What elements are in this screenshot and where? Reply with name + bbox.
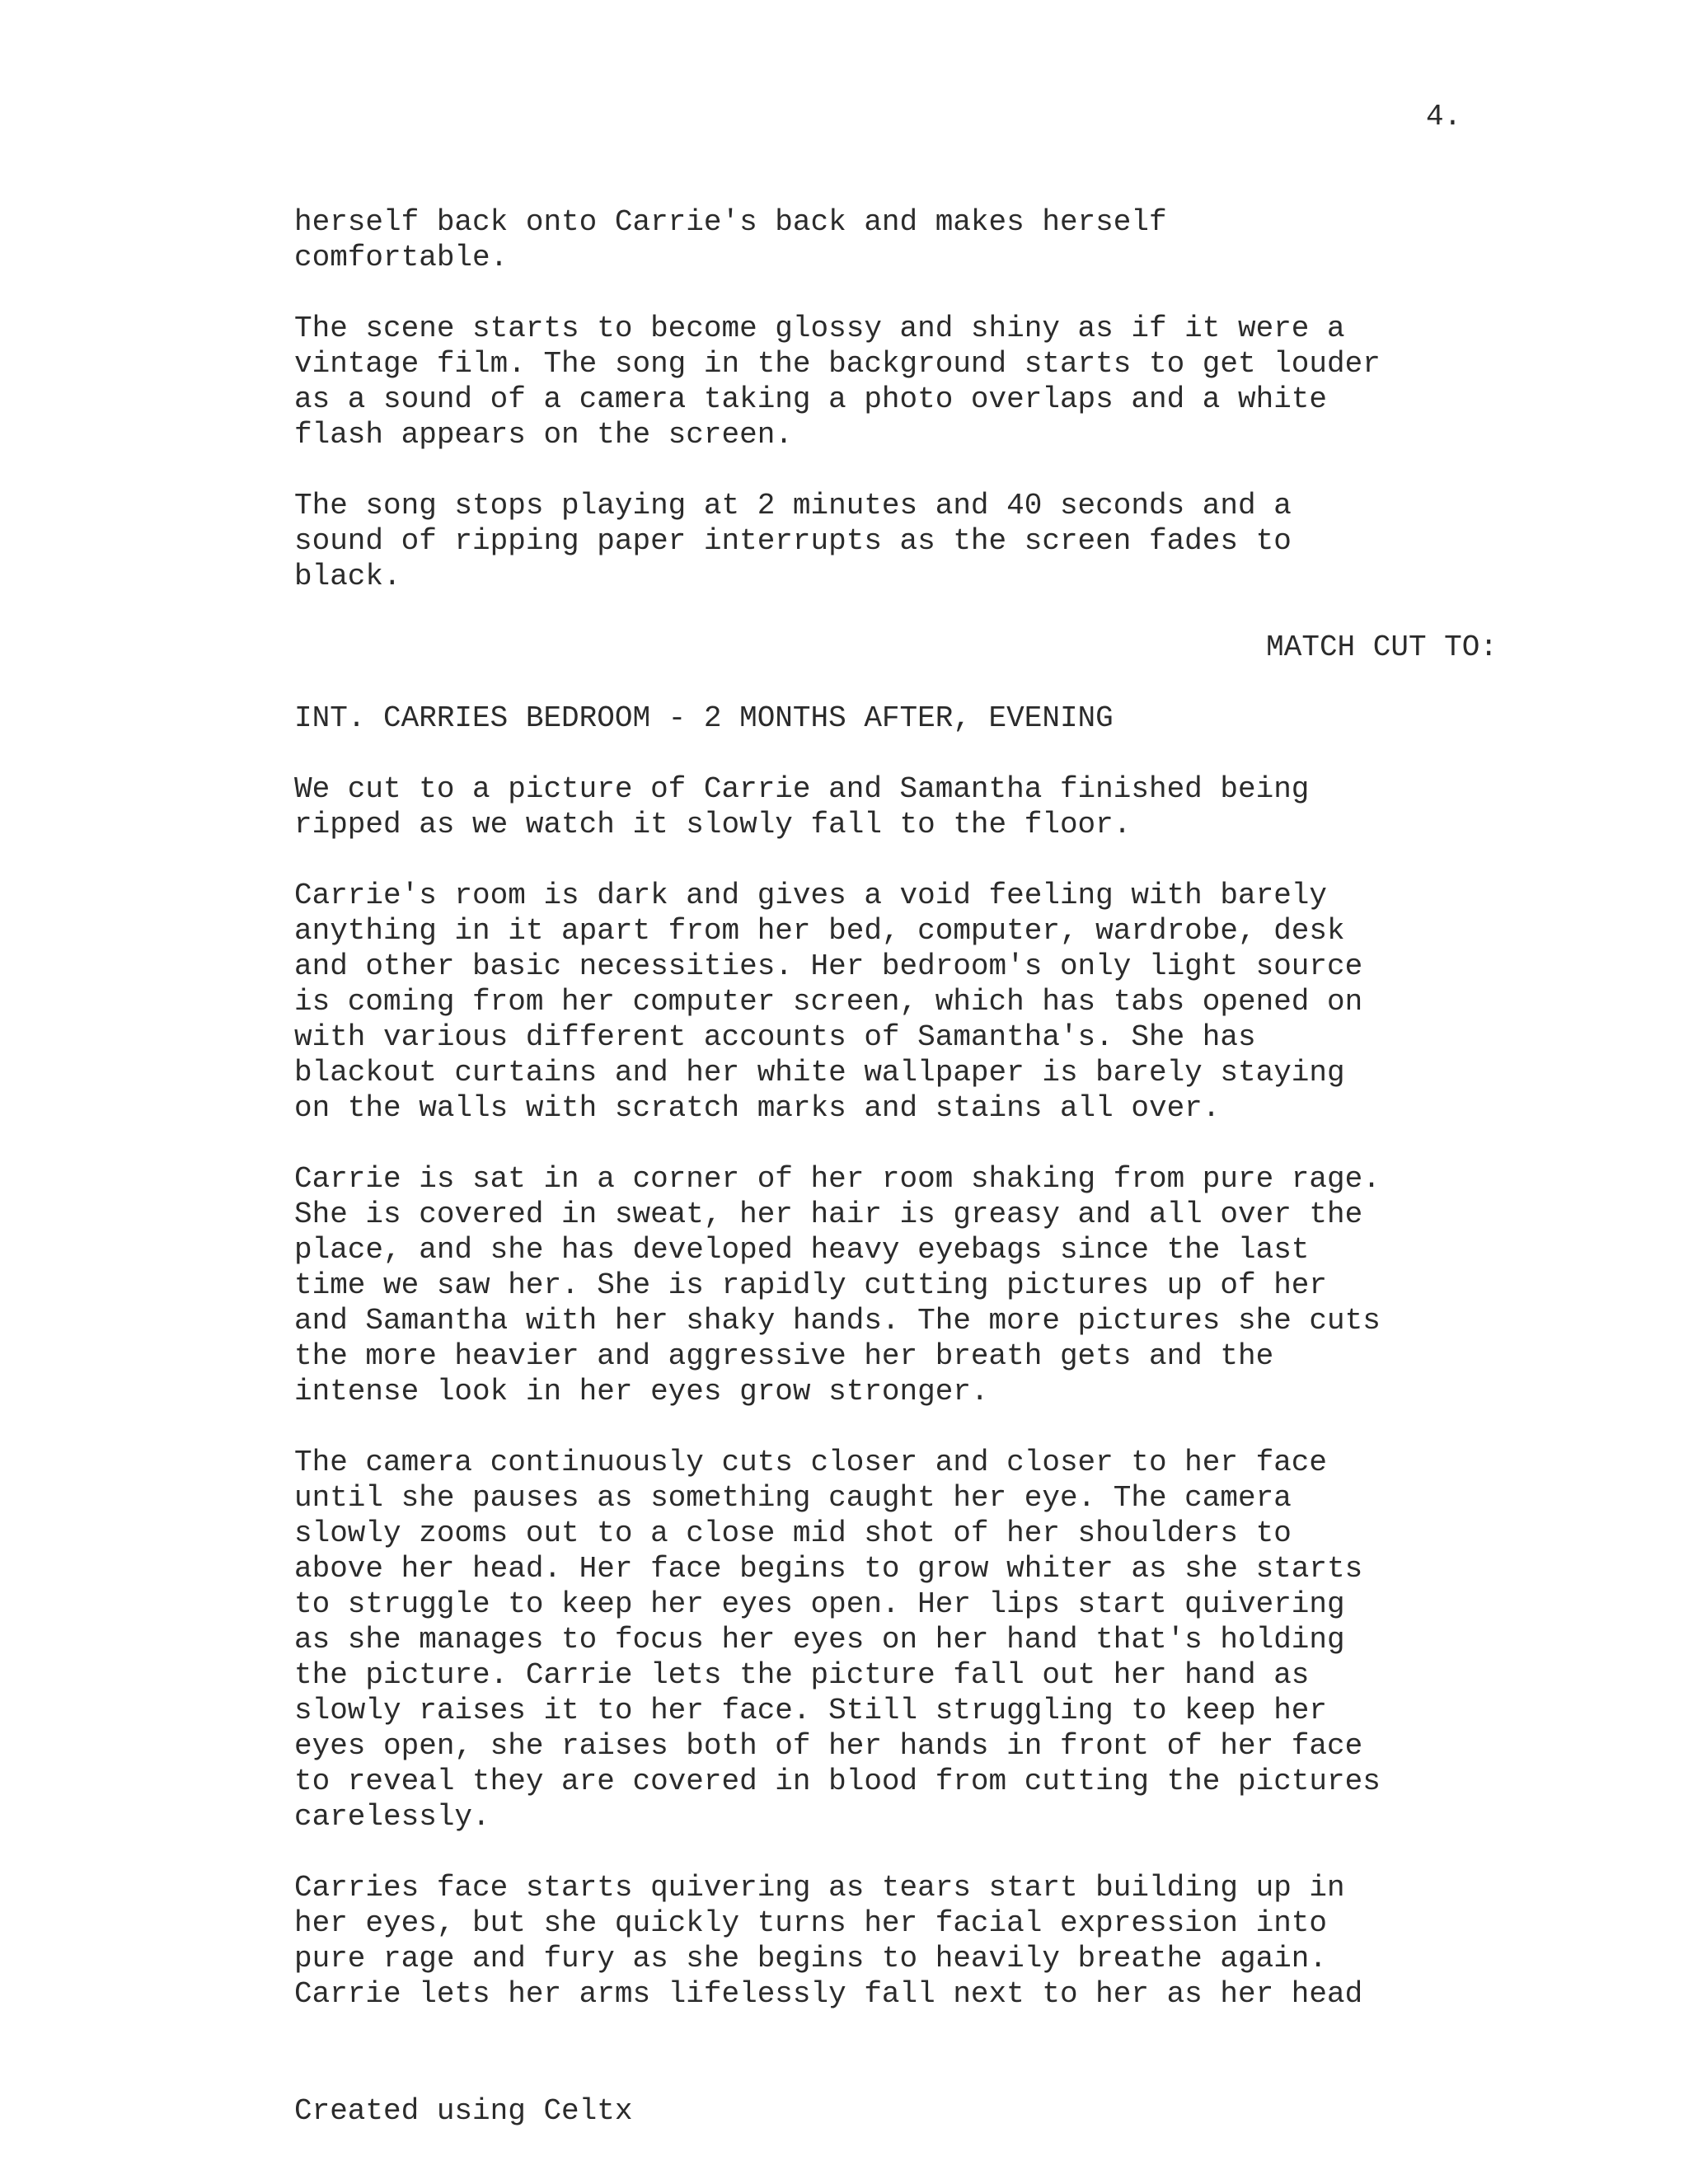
action-line: vintage film. The song in the background starts to get louder bbox=[294, 347, 1381, 381]
action-line: pure rage and fury as she begins to heavily breathe again. bbox=[294, 1942, 1328, 1975]
action-line: until she pauses as something caught her eye. The camera bbox=[294, 1481, 1292, 1515]
action-paragraph-7 bbox=[294, 1445, 1498, 1835]
action-line: eyes open, she raises both of her hands in front of her face bbox=[294, 1729, 1363, 1763]
action-line: Carries face starts quivering as tears start building up in bbox=[294, 1871, 1345, 1905]
action-paragraph-8 bbox=[294, 1870, 1498, 2012]
action-line: The camera continuously cuts closer and closer to her face bbox=[294, 1446, 1328, 1479]
action-line: and Samantha with her shaky hands. The more pictures she cuts bbox=[294, 1304, 1381, 1338]
action-line: slowly raises it to her face. Still struggling to keep her bbox=[294, 1694, 1328, 1727]
action-line: slowly zooms out to a close mid shot of her shoulders to bbox=[294, 1516, 1292, 1550]
action-line: place, and she has developed heavy eyebags since the last bbox=[294, 1233, 1310, 1267]
action-line: flash appears on the screen. bbox=[294, 418, 793, 452]
action-line: anything in it apart from her bed, computer, wardrobe, desk bbox=[294, 914, 1345, 948]
action-line: is coming from her computer screen, which has tabs opened on bbox=[294, 985, 1363, 1019]
action-line: Carrie is sat in a corner of her room shaking from pure rage. bbox=[294, 1162, 1381, 1196]
action-line: intense look in her eyes grow stronger. bbox=[294, 1375, 989, 1408]
action-line: carelessly. bbox=[294, 1800, 490, 1834]
action-line: herself back onto Carrie's back and makes herself bbox=[294, 205, 1167, 239]
action-line: The scene starts to become glossy and shiny as if it were a bbox=[294, 312, 1345, 345]
action-line: blackout curtains and her white wallpaper is barely staying bbox=[294, 1056, 1345, 1090]
action-line: We cut to a picture of Carrie and Samantha finished being bbox=[294, 772, 1310, 806]
action-paragraph-5 bbox=[294, 878, 1498, 1126]
action-line: comfortable. bbox=[294, 241, 509, 274]
action-line: as she manages to focus her eyes on her hand that's holding bbox=[294, 1623, 1345, 1657]
action-paragraph-1 bbox=[294, 204, 1498, 275]
action-line: and other basic necessities. Her bedroom's only light source bbox=[294, 949, 1363, 983]
script-body bbox=[294, 204, 1498, 2012]
action-line: the picture. Carrie lets the picture fall out her hand as bbox=[294, 1658, 1310, 1692]
action-line: black. bbox=[294, 560, 401, 593]
transition: MATCH CUT TO: bbox=[1266, 630, 1498, 664]
action-line: The song stops playing at 2 minutes and 40 seconds and a bbox=[294, 489, 1292, 523]
action-paragraph-2 bbox=[294, 311, 1498, 452]
action-line: her eyes, but she quickly turns her facial expression into bbox=[294, 1906, 1328, 1940]
action-paragraph-3 bbox=[294, 488, 1498, 594]
action-line: as a sound of a camera taking a photo overlaps and a white bbox=[294, 382, 1328, 416]
action-line: to struggle to keep her eyes open. Her lips start quivering bbox=[294, 1587, 1345, 1621]
action-line: to reveal they are covered in blood from cutting the pictures bbox=[294, 1765, 1381, 1798]
action-line: She is covered in sweat, her hair is greasy and all over the bbox=[294, 1197, 1363, 1231]
footer-credit: Created using Celtx bbox=[294, 2094, 633, 2128]
scene-heading bbox=[294, 701, 1498, 736]
action-line: with various different accounts of Samantha's. She has bbox=[294, 1020, 1256, 1054]
action-line: the more heavier and aggressive her breath gets and the bbox=[294, 1339, 1274, 1373]
action-paragraph-4 bbox=[294, 771, 1498, 842]
action-line: above her head. Her face begins to grow whiter as she starts bbox=[294, 1552, 1363, 1586]
action-line: on the walls with scratch marks and stains all over. bbox=[294, 1091, 1221, 1125]
action-line: sound of ripping paper interrupts as the screen fades to bbox=[294, 524, 1292, 558]
scene-heading-text: INT. CARRIES BEDROOM - 2 MONTHS AFTER, EVENING bbox=[294, 701, 1114, 735]
action-line: time we saw her. She is rapidly cutting pictures up of her bbox=[294, 1268, 1328, 1302]
action-line: ripped as we watch it slowly fall to the floor. bbox=[294, 808, 1132, 841]
action-line: Carrie lets her arms lifelessly fall next to her as her head bbox=[294, 1977, 1363, 2011]
action-line: Carrie's room is dark and gives a void feeling with barely bbox=[294, 879, 1328, 912]
page-number: 4. bbox=[1426, 100, 1462, 134]
action-paragraph-6 bbox=[294, 1161, 1498, 1409]
